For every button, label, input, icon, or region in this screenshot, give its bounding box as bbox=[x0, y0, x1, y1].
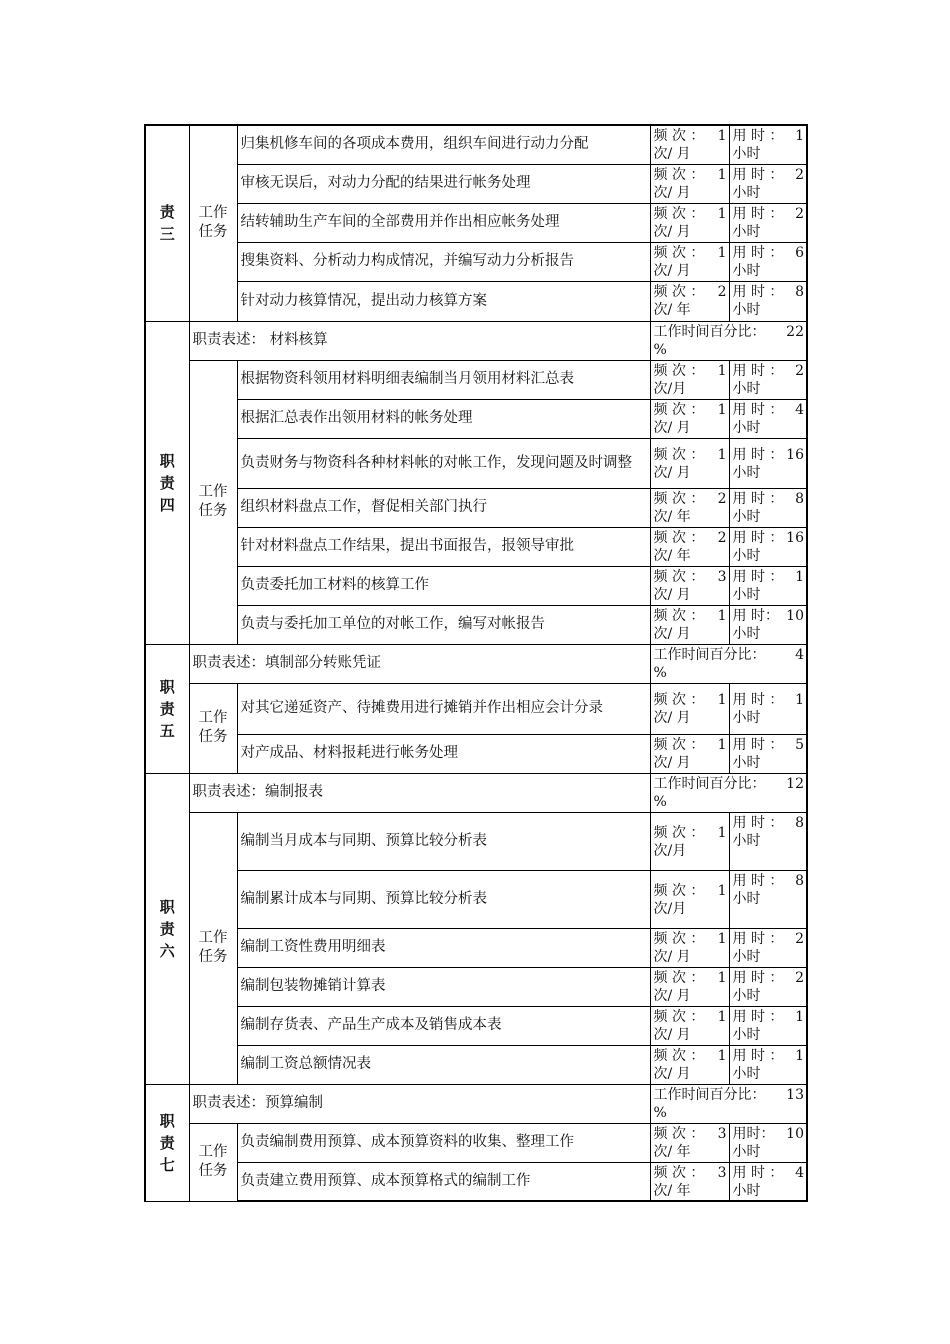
task-text: 组织材料盘点工作，督促相关部门执行 bbox=[237, 488, 650, 527]
task-label: 工作任务 bbox=[189, 125, 237, 321]
frequency-cell: 频 次 ： 1 次/ 月 bbox=[650, 438, 729, 488]
frequency-cell: 频 次 ： 1 次/月 bbox=[650, 360, 729, 399]
duty-statement: 职责表述： 材料核算 bbox=[189, 321, 650, 360]
duration-cell: 用 时 ： 1 小时 bbox=[729, 566, 807, 605]
task-label: 工作任务 bbox=[189, 683, 237, 773]
duration-cell: 用时： 10 小时 bbox=[729, 1123, 807, 1162]
task-text: 负责编制费用预算、成本预算资料的收集、整理工作 bbox=[237, 1123, 650, 1162]
task-text: 针对动力核算情况，提出动力核算方案 bbox=[237, 281, 650, 321]
task-text: 编制工资性费用明细表 bbox=[237, 928, 650, 967]
task-text: 编制当月成本与同期、预算比较分析表 bbox=[237, 812, 650, 870]
duration-cell: 用 时 ： 2 小时 bbox=[729, 928, 807, 967]
frequency-cell: 频 次 ： 1 次/ 月 bbox=[650, 605, 729, 644]
duration-cell: 用 时 ： 1 小时 bbox=[729, 683, 807, 734]
duration-cell: 用 时： 10 小时 bbox=[729, 605, 807, 644]
task-text: 编制包装物摊销计算表 bbox=[237, 967, 650, 1006]
frequency-cell: 频 次 ： 1 次/月 bbox=[650, 870, 729, 928]
task-text: 编制工资总额情况表 bbox=[237, 1045, 650, 1084]
time-percent-cell: 工作时间百分比： 12 % bbox=[650, 773, 807, 812]
task-text: 根据物资科领用材料明细表编制当月领用材料汇总表 bbox=[237, 360, 650, 399]
duties-table bbox=[144, 124, 808, 1202]
duration-cell: 用 时 ： 8 小时 bbox=[729, 870, 807, 928]
frequency-cell: 频 次 ： 1 次/ 月 bbox=[650, 683, 729, 734]
time-percent-cell: 工作时间百分比： 22 % bbox=[650, 321, 807, 360]
duration-cell: 用 时 ： 16 小时 bbox=[729, 527, 807, 566]
time-percent-cell: 工作时间百分比： 4 % bbox=[650, 644, 807, 683]
duration-cell: 用 时 ： 2 小时 bbox=[729, 967, 807, 1006]
task-text: 结转辅助生产车间的全部费用并作出相应帐务处理 bbox=[237, 203, 650, 242]
time-percent-cell: 工作时间百分比： 13 % bbox=[650, 1084, 807, 1123]
frequency-cell: 频 次 ： 1 次/月 bbox=[650, 812, 729, 870]
frequency-cell: 频 次 ： 1 次/ 月 bbox=[650, 1006, 729, 1045]
duration-cell: 用 时 ： 16 小时 bbox=[729, 438, 807, 488]
frequency-cell: 频 次 ： 1 次/ 月 bbox=[650, 734, 729, 773]
task-text: 编制累计成本与同期、预算比较分析表 bbox=[237, 870, 650, 928]
task-text: 负责委托加工材料的核算工作 bbox=[237, 566, 650, 605]
task-label: 工作任务 bbox=[189, 1123, 237, 1201]
frequency-cell: 频 次 ： 2 次/ 年 bbox=[650, 281, 729, 321]
task-text: 对产成品、材料报耗进行帐务处理 bbox=[237, 734, 650, 773]
frequency-cell: 频 次 ： 1 次/ 月 bbox=[650, 928, 729, 967]
frequency-cell: 频 次 ： 1 次/ 月 bbox=[650, 1045, 729, 1084]
frequency-cell: 频 次 ： 1 次/ 月 bbox=[650, 164, 729, 203]
task-text: 负责财务与物资科各种材料帐的对帐工作，发现问题及时调整 bbox=[237, 438, 650, 488]
frequency-cell: 频 次 ： 1 次/ 月 bbox=[650, 967, 729, 1006]
duration-cell: 用 时 ： 1 小时 bbox=[729, 1006, 807, 1045]
task-label: 工作任务 bbox=[189, 360, 237, 644]
frequency-cell: 频 次 ： 2 次/ 年 bbox=[650, 527, 729, 566]
frequency-cell: 频 次 ： 3 次/ 月 bbox=[650, 566, 729, 605]
duration-cell: 用 时 ： 8 小时 bbox=[729, 488, 807, 527]
duration-cell: 用 时 ： 1 小时 bbox=[729, 1045, 807, 1084]
duty-label-3: 责三 bbox=[145, 125, 189, 321]
task-text: 审核无误后，对动力分配的结果进行帐务处理 bbox=[237, 164, 650, 203]
task-label: 工作任务 bbox=[189, 812, 237, 1084]
frequency-cell: 频 次 ： 1 次/ 月 bbox=[650, 242, 729, 281]
task-text: 负责建立费用预算、成本预算格式的编制工作 bbox=[237, 1162, 650, 1201]
frequency-cell: 频 次 ： 1 次/ 月 bbox=[650, 203, 729, 242]
duty-label-5: 职责五 bbox=[145, 644, 189, 773]
duty-label-6: 职责六 bbox=[145, 773, 189, 1084]
duty-label-4: 职责四 bbox=[145, 321, 189, 644]
duration-cell: 用 时 ： 1 小时 bbox=[729, 125, 807, 164]
duty-statement: 职责表述：填制部分转账凭证 bbox=[189, 644, 650, 683]
frequency-cell: 频 次 ： 3 次/ 年 bbox=[650, 1162, 729, 1201]
task-text: 对其它递延资产、待摊费用进行摊销并作出相应会计分录 bbox=[237, 683, 650, 734]
duration-cell: 用 时 ： 2 小时 bbox=[729, 360, 807, 399]
duration-cell: 用 时 ： 2 小时 bbox=[729, 164, 807, 203]
frequency-cell: 频 次 ： 2 次/ 年 bbox=[650, 488, 729, 527]
duration-cell: 用 时 ： 6 小时 bbox=[729, 242, 807, 281]
task-text: 针对材料盘点工作结果，提出书面报告，报领导审批 bbox=[237, 527, 650, 566]
duration-cell: 用 时 ： 8 小时 bbox=[729, 281, 807, 321]
duration-cell: 用 时 ： 4 小时 bbox=[729, 399, 807, 438]
task-text: 编制存货表、产品生产成本及销售成本表 bbox=[237, 1006, 650, 1045]
frequency-cell: 频 次 ： 1 次/ 月 bbox=[650, 399, 729, 438]
task-text: 归集机修车间的各项成本费用，组织车间进行动力分配 bbox=[237, 125, 650, 164]
task-text: 搜集资料、分析动力构成情况，并编写动力分析报告 bbox=[237, 242, 650, 281]
task-text: 负责与委托加工单位的对帐工作，编写对帐报告 bbox=[237, 605, 650, 644]
duration-cell: 用 时 ： 8 小时 bbox=[729, 812, 807, 870]
duty-statement: 职责表述：编制报表 bbox=[189, 773, 650, 812]
duration-cell: 用 时 ： 2 小时 bbox=[729, 203, 807, 242]
duration-cell: 用 时 ： 5 小时 bbox=[729, 734, 807, 773]
duration-cell: 用 时 ： 4 小时 bbox=[729, 1162, 807, 1201]
duty-statement: 职责表述：预算编制 bbox=[189, 1084, 650, 1123]
task-text: 根据汇总表作出领用材料的帐务处理 bbox=[237, 399, 650, 438]
duty-label-7: 职责七 bbox=[145, 1084, 189, 1201]
frequency-cell: 频 次 ： 3 次/ 年 bbox=[650, 1123, 729, 1162]
frequency-cell: 频 次 ： 1 次/ 月 bbox=[650, 125, 729, 164]
